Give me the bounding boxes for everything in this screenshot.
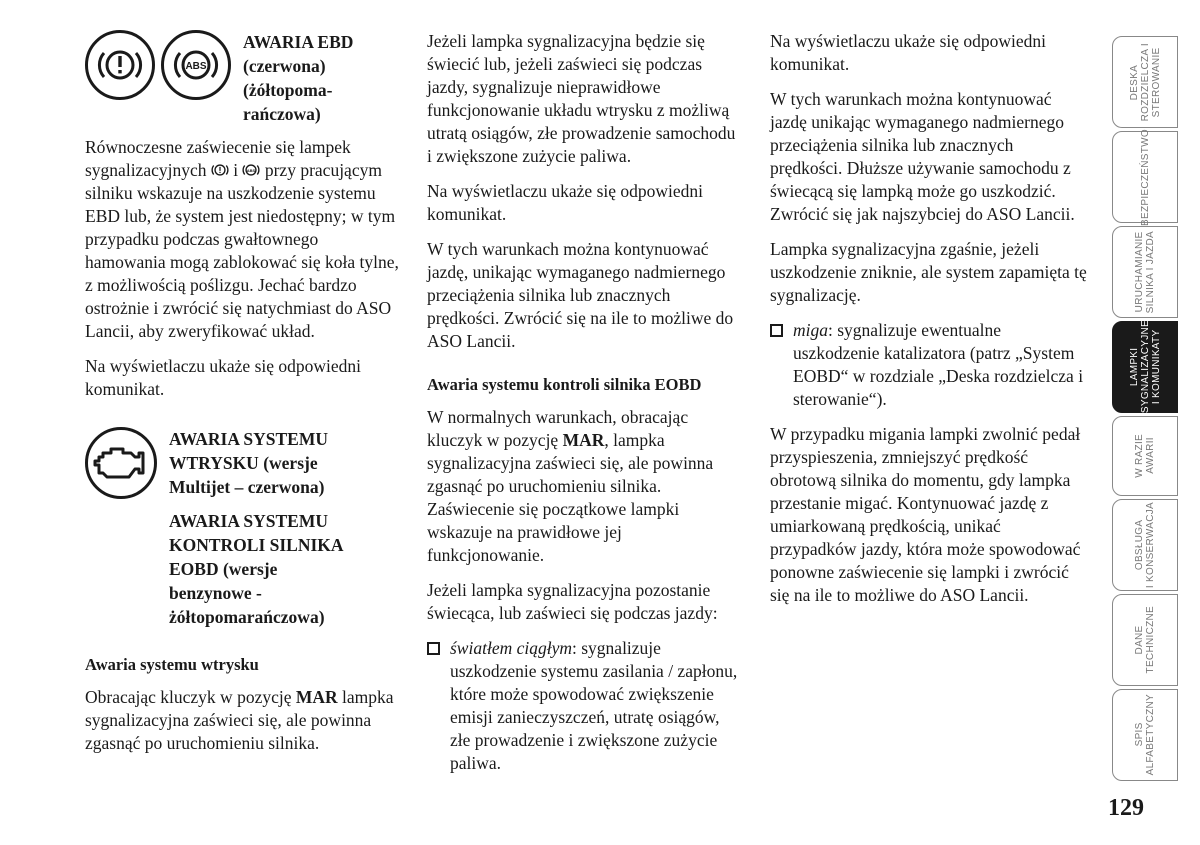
- tab-label: URUCHAMIANIE SILNIKA I JAZDA: [1134, 230, 1156, 314]
- tab-label: LAMPKI SYGNALIZACYJNE I KOMUNIKATY: [1128, 320, 1162, 414]
- paragraph: W tych warunkach można kontynuować jazdę unikając wymaganego nadmiernego przeciążenia silnika lub znacznych prędkości. Dłuższe używanie samochodu z świecącą się lampką może go uszkodzić. Zwrócić się jak najszybciej do ASO Lancii.: [770, 89, 1075, 224]
- ebd-title-line: rańczowa): [243, 104, 321, 124]
- text: Równoczesne zaświecenie się lampek sygnalizacyjnych: [85, 137, 351, 180]
- engine-check-icon: [85, 427, 157, 499]
- eobd-title: [169, 509, 344, 629]
- tab-deska-rozdzielcza[interactable]: [1112, 36, 1178, 128]
- svg-text:ABS: ABS: [247, 167, 256, 173]
- list-item-term: miga: [793, 320, 828, 340]
- column-1: [85, 30, 400, 767]
- brake-warning-icon: [211, 161, 229, 179]
- list-item: [770, 319, 1088, 411]
- ebd-title-line: AWARIA EBD: [243, 32, 354, 52]
- eobd-paragraph: [427, 406, 743, 567]
- list-item-text: [450, 637, 743, 775]
- key-position-mar: MAR: [562, 430, 605, 450]
- key-position-mar: MAR: [295, 687, 338, 707]
- paragraph: Jeżeli lampka sygnalizacyjna będzie się świecić lub, jeżeli zaświeci się podczas jazdy, sygnalizuje nieprawidłowe funkcjonowanie układu wtrysku z możliwą utratą osiągów, złe prowadzenie samochodu i zwiększone zużycie paliwa.: [427, 31, 736, 166]
- injection-title-line: Multijet – czerwona): [169, 477, 325, 497]
- column-3: [770, 30, 1088, 619]
- text: lampka sygnalizacyjna zaświeci się, ale powinna zgasnąć po uruchomieniu silnika.: [85, 687, 394, 753]
- paragraph: W przypadku migania lampki zwolnić pedał przyspieszenia, zmniejszyć prędkość obrotową silnika do momentu, gdy lampka przestanie migać. Kontynuować jazdę z umiarkowaną prędkością, unikać przypadków jazdy, która może spowodować ponowne zaświecenie się lampki i zwrócić się na ile to możliwe do ASO Lancii.: [770, 424, 1081, 605]
- tab-obsluga[interactable]: [1112, 499, 1178, 591]
- text: : sygnalizuje uszkodzenie systemu zasilania / zapłonu, które może spowodować zwiększenie emisji zanieczyszczeń, utratę osiągów, złe prowadzenie i zwiększone zużycie paliwa.: [450, 638, 738, 773]
- paragraph: W tych warunkach można kontynuować jazdę, unikając wymaganego nadmiernego przeciążenia silnika lub znacznych prędkości. Zwrócić się na ile to możliwe do ASO Lancii.: [427, 239, 734, 351]
- injection-paragraph: [85, 686, 400, 755]
- text: , lampka sygnalizacyjna zaświeci się, ale powinna zgasnąć po uruchomieniu silnika. Zaświecenie się początkowe lampki wskazuje na prawidłowe jej funkcjonowanie.: [427, 430, 714, 565]
- injection-failure-subheading: Awaria systemu wtrysku: [85, 655, 259, 674]
- eobd-title-line: EOBD (wersje: [169, 559, 278, 579]
- injection-warning-block: [85, 427, 400, 629]
- brake-warning-icon: [85, 30, 155, 100]
- tab-dane-techniczne[interactable]: [1112, 594, 1178, 686]
- tab-lampki-sygnalizacyjne[interactable]: [1112, 321, 1178, 413]
- tab-spis-alfabetyczny[interactable]: [1112, 689, 1178, 781]
- text: : sygnalizuje ewentualne uszkodzenie katalizatora (patrz „System EOBD“ w rozdziale „Deska rozdzielcza i sterowanie“).: [793, 320, 1084, 409]
- svg-text:ABS: ABS: [185, 61, 207, 72]
- tab-label: SPIS ALFABETYCZNY: [1134, 694, 1156, 776]
- paragraph: Lampka sygnalizacyjna zgaśnie, jeżeli uszkodzenie zniknie, ale system zapamięta tę sygnalizację.: [770, 239, 1087, 305]
- tab-uruchamianie[interactable]: [1112, 226, 1178, 318]
- eobd-title-line: benzynowe -: [169, 583, 262, 603]
- ebd-title-line: (czerwona): [243, 56, 326, 76]
- text: Obracając kluczyk w pozycję: [85, 687, 292, 707]
- injection-title: [169, 427, 344, 499]
- page-number: 129: [1108, 795, 1144, 821]
- tab-w-razie-awarii[interactable]: [1112, 416, 1178, 496]
- display-message-note: Na wyświetlaczu ukaże się odpowiedni komunikat.: [770, 31, 1047, 74]
- text: W normalnych warunkach, obracając kluczyk w pozycję: [427, 407, 689, 450]
- ebd-warning-block: [85, 30, 400, 126]
- list-item-text: [793, 319, 1088, 411]
- tab-label: BEZPIECZEŃSTWO: [1139, 128, 1151, 226]
- eobd-title-line: żółtopomarańczowa): [169, 607, 325, 627]
- tab-label: DANE TECHNICZNE: [1134, 606, 1156, 674]
- tab-label: DESKA ROZDZIELCZA I STEROWANIE: [1128, 42, 1162, 122]
- ebd-title: [243, 30, 353, 126]
- injection-title-line: AWARIA SYSTEMU: [169, 429, 328, 449]
- display-message-note: Na wyświetlaczu ukaże się odpowiedni komunikat.: [85, 356, 362, 399]
- checkbox-bullet-icon: [427, 642, 440, 655]
- injection-title-line: WTRYSKU (wersje: [169, 453, 318, 473]
- display-message-note: Na wyświetlaczu ukaże się odpowiedni komunikat.: [427, 181, 704, 224]
- list-item: [427, 637, 743, 775]
- tab-label: W RAZIE AWARII: [1134, 434, 1156, 478]
- eobd-failure-subheading: Awaria systemu kontroli silnika EOBD: [427, 375, 702, 394]
- eobd-title-line: AWARIA SYSTEMU: [169, 511, 328, 531]
- checkbox-bullet-icon: [770, 324, 783, 337]
- abs-icon: [161, 30, 231, 100]
- text: przy pracującym silniku wskazuje na uszkodzenie systemu EBD lub, że system jest niedostępny; w tym przypadku podczas gwałtownego hamowania mogą zablokować się koła tylne, z możliwością poślizgu. Jechać bardzo ostrożnie i zwrócić się natychmiast do ASO Lancii, aby zweryfikować układ.: [85, 160, 399, 341]
- eobd-title-line: KONTROLI SILNIKA: [169, 535, 344, 555]
- ebd-paragraph: [85, 136, 400, 343]
- paragraph: Jeżeli lampka sygnalizacyjna pozostanie świecąca, lub zaświeci się podczas jazdy:: [427, 580, 718, 623]
- ebd-icons: [85, 30, 231, 100]
- abs-icon: [242, 161, 260, 179]
- text: i: [233, 160, 239, 180]
- ebd-title-line: (żółtopoma-: [243, 80, 333, 100]
- list-item-term: światłem ciągłym: [450, 638, 572, 658]
- tab-bezpieczenstwo[interactable]: [1112, 128, 1178, 226]
- tab-label: OBSŁUGA I KONSERWACJA: [1134, 501, 1156, 589]
- chapter-tabs: [1112, 36, 1178, 784]
- column-2: [427, 30, 743, 787]
